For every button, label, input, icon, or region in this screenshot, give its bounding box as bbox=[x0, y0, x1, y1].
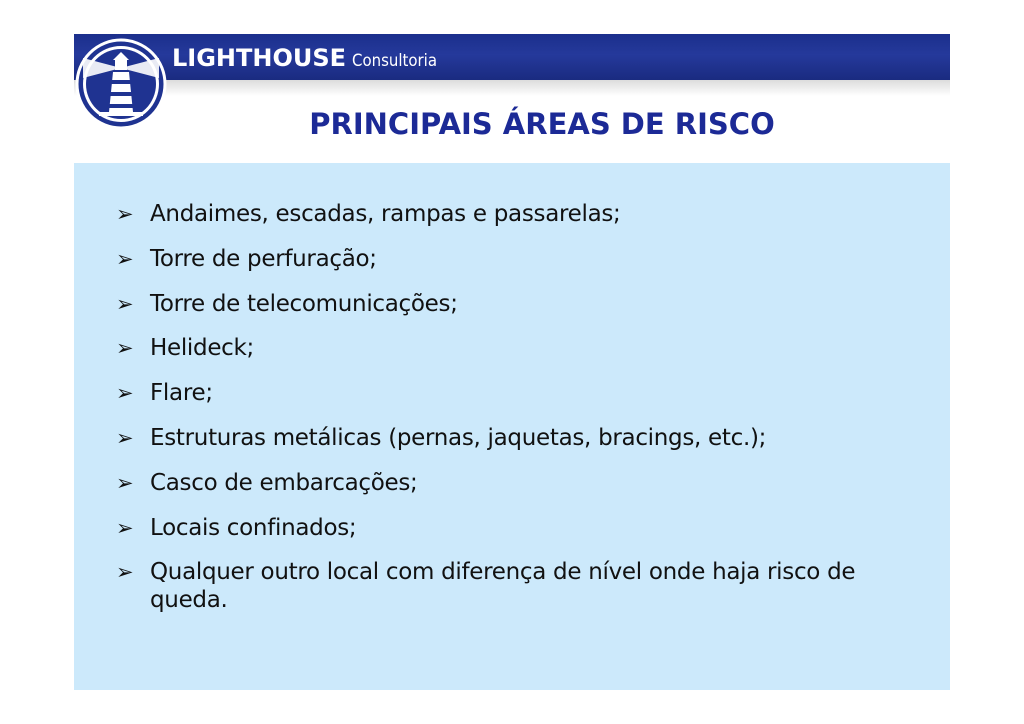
content-panel bbox=[74, 163, 950, 690]
list-item bbox=[116, 558, 916, 614]
brand-subtitle: Consultoria bbox=[352, 51, 438, 71]
lighthouse-logo-icon bbox=[75, 38, 167, 130]
arrow-bullet-icon: ➢ bbox=[116, 291, 134, 316]
arrow-bullet-icon: ➢ bbox=[116, 381, 134, 406]
arrow-bullet-icon: ➢ bbox=[116, 246, 134, 271]
list-item bbox=[116, 290, 916, 318]
arrow-bullet-icon: ➢ bbox=[116, 515, 134, 540]
list-item-text: Torre de telecomunicações; bbox=[150, 290, 458, 317]
arrow-bullet-icon: ➢ bbox=[116, 202, 134, 226]
list-item-text: Locais confinados; bbox=[150, 514, 357, 541]
arrow-bullet-icon: ➢ bbox=[116, 425, 134, 450]
list-item-text: Andaimes, escadas, rampas e passarelas; bbox=[150, 201, 621, 227]
list-item bbox=[116, 424, 916, 452]
list-item-text: Torre de perfuração; bbox=[150, 245, 377, 272]
arrow-bullet-icon: ➢ bbox=[116, 470, 134, 495]
list-item-text: Flare; bbox=[150, 380, 213, 407]
list-item-text: Casco de embarcações; bbox=[150, 469, 418, 496]
header-underline bbox=[74, 80, 950, 96]
brand-name: LIGHTHOUSE bbox=[172, 44, 347, 72]
list-item bbox=[116, 379, 916, 407]
brand bbox=[172, 42, 449, 74]
list-item-text: Estruturas metálicas (pernas, jaquetas, bracings, etc.); bbox=[150, 424, 767, 451]
list-item bbox=[116, 334, 916, 362]
arrow-bullet-icon: ➢ bbox=[116, 560, 134, 585]
bullet-list bbox=[116, 200, 916, 631]
slide bbox=[74, 34, 950, 690]
list-item bbox=[116, 514, 916, 542]
list-item bbox=[116, 200, 916, 228]
arrow-bullet-icon: ➢ bbox=[116, 336, 134, 361]
list-item bbox=[116, 469, 916, 497]
list-item-text: Qualquer outro local com diferença de nível onde haja risco de queda. bbox=[150, 559, 856, 614]
list-item bbox=[116, 245, 916, 273]
page-title: PRINCIPAIS ÁREAS DE RISCO bbox=[309, 107, 775, 141]
list-item-text: Helideck; bbox=[150, 335, 254, 362]
